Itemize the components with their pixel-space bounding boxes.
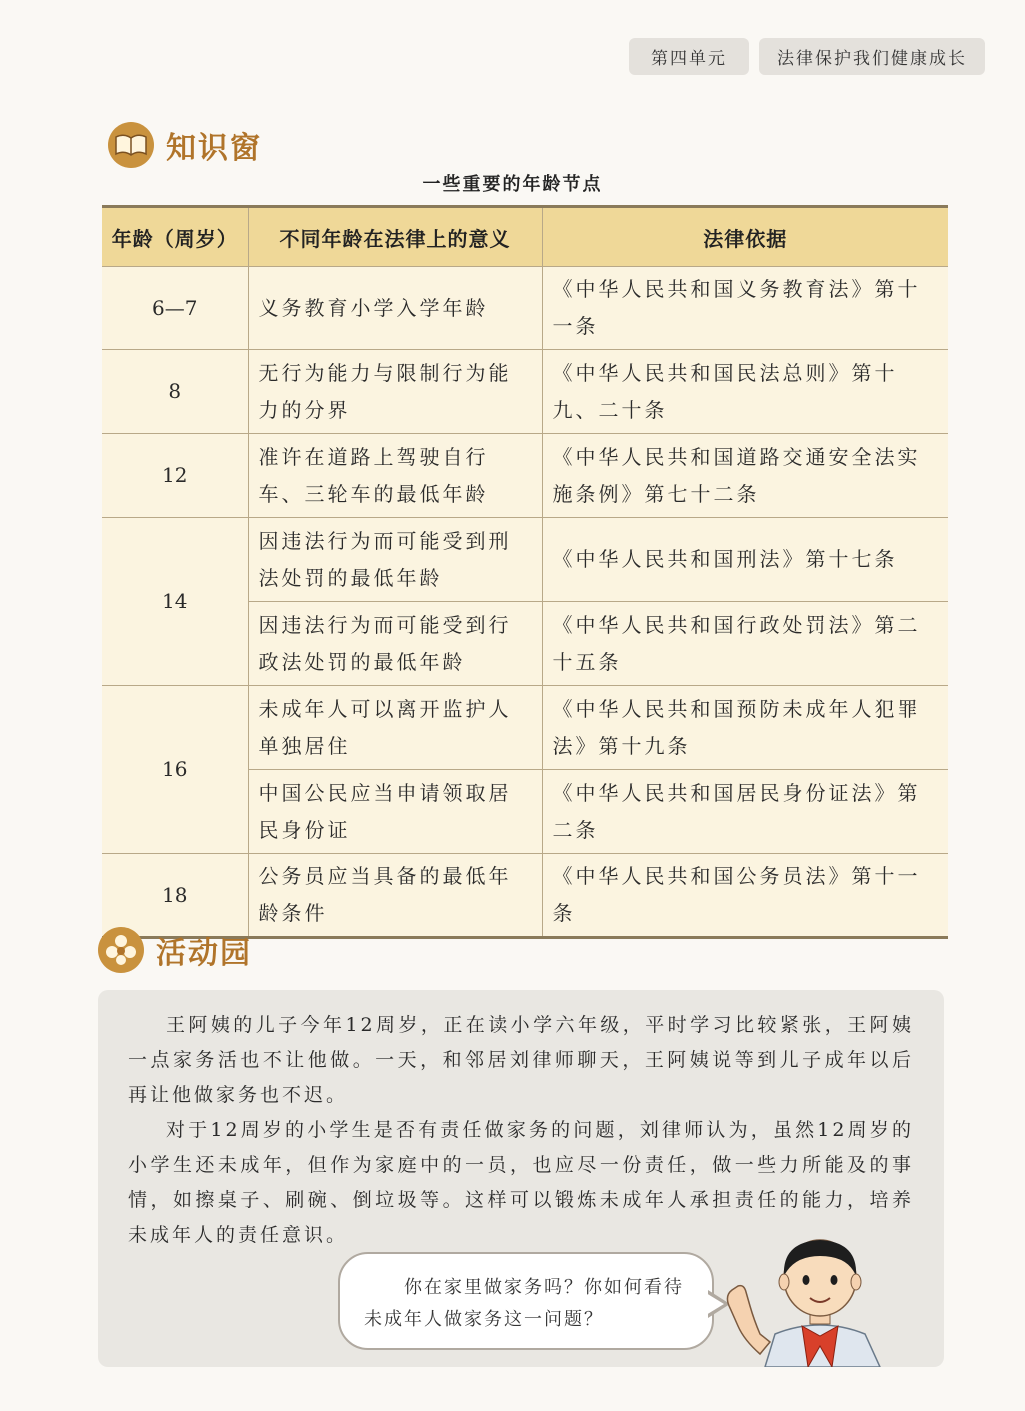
basis-cell: 《中华人民共和国公务员法》第十一条 <box>542 854 948 938</box>
meaning-cell: 准许在道路上驾驶自行车、三轮车的最低年龄 <box>248 434 542 518</box>
boy-illustration <box>720 1234 920 1367</box>
column-header-basis: 法律依据 <box>542 207 948 267</box>
basis-cell: 《中华人民共和国刑法》第十七条 <box>542 518 948 602</box>
knowledge-heading <box>106 120 262 170</box>
bubble-line: 你在家里做家务吗？你如何看待 <box>404 1277 684 1298</box>
age-cell: 6—7 <box>102 267 248 350</box>
meaning-cell: 因违法行为而可能受到行政法处罚的最低年龄 <box>248 602 542 686</box>
age-milestones-table <box>102 205 948 939</box>
unit-label: 第四单元 <box>629 38 749 75</box>
meaning-cell: 无行为能力与限制行为能力的分界 <box>248 350 542 434</box>
activity-heading <box>96 925 252 975</box>
column-header-age: 年龄（周岁） <box>102 207 248 267</box>
table-caption: 一些重要的年龄节点 <box>422 174 603 195</box>
activity-paragraph: 王阿姨的儿子今年12周岁，正在读小学六年级，平时学习比较紧张，王阿姨一点家务活也不让他做。一天，和邻居刘律师聊天，王阿姨说等到儿子成年以后再让他做家务也不迟。 <box>128 1014 914 1106</box>
table-row <box>102 686 948 770</box>
meaning-cell: 未成年人可以离开监护人单独居住 <box>248 686 542 770</box>
unit-title: 法律保护我们健康成长 <box>759 38 985 75</box>
table-row <box>102 350 948 434</box>
table-row <box>102 267 948 350</box>
table-header-row <box>102 207 948 267</box>
table-row <box>102 434 948 518</box>
basis-cell: 《中华人民共和国居民身份证法》第二条 <box>542 770 948 854</box>
knowledge-title: 知识窗 <box>166 131 262 166</box>
age-cell: 12 <box>102 434 248 518</box>
book-icon <box>106 120 156 170</box>
meaning-cell: 因违法行为而可能受到刑法处罚的最低年龄 <box>248 518 542 602</box>
age-cell: 8 <box>102 350 248 434</box>
activity-paragraph: 对于12周岁的小学生是否有责任做家务的问题，刘律师认为，虽然12周岁的小学生还未成年，但作为家庭中的一员，也应尽一份责任，做一些力所能及的事情，如擦桌子、刷碗、倒垃圾等。这样可以锻炼未成年人承担责任的能力，培养未成年人的责任意识。 <box>128 1119 914 1246</box>
age-cell: 16 <box>102 686 248 854</box>
table-row <box>102 518 948 602</box>
age-cell: 14 <box>102 518 248 686</box>
bubble-line: 未成年人做家务这一问题？ <box>364 1309 604 1330</box>
meaning-cell: 中国公民应当申请领取居民身份证 <box>248 770 542 854</box>
flower-icon <box>96 925 146 975</box>
basis-cell: 《中华人民共和国义务教育法》第十一条 <box>542 267 948 350</box>
activity-title: 活动园 <box>156 936 252 971</box>
speech-bubble <box>338 1252 714 1350</box>
basis-cell: 《中华人民共和国预防未成年人犯罪法》第十九条 <box>542 686 948 770</box>
age-cell: 18 <box>102 854 248 938</box>
column-header-meaning: 不同年龄在法律上的意义 <box>248 207 542 267</box>
basis-cell: 《中华人民共和国民法总则》第十九、二十条 <box>542 350 948 434</box>
basis-cell: 《中华人民共和国行政处罚法》第二十五条 <box>542 602 948 686</box>
page-header <box>629 38 985 75</box>
meaning-cell: 义务教育小学入学年龄 <box>248 267 542 350</box>
activity-box <box>98 990 944 1367</box>
basis-cell: 《中华人民共和国道路交通安全法实施条例》第七十二条 <box>542 434 948 518</box>
meaning-cell: 公务员应当具备的最低年龄条件 <box>248 854 542 938</box>
